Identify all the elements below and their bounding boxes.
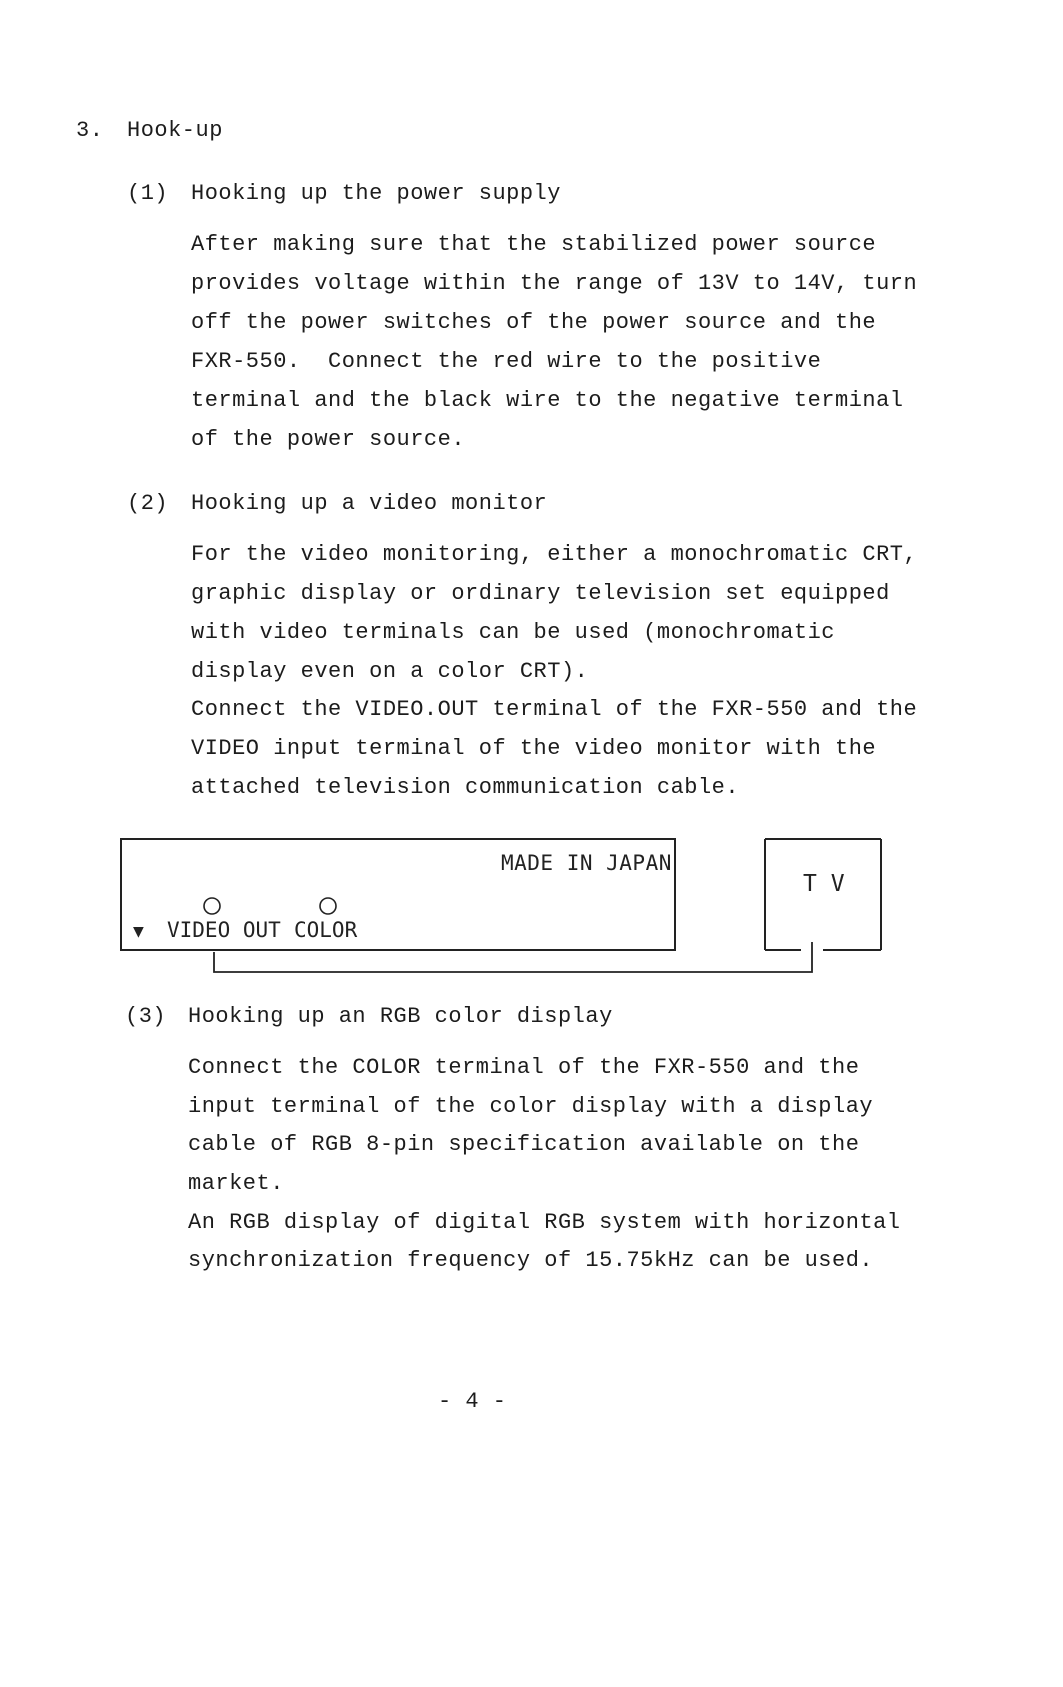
tv-label: T V	[803, 871, 845, 897]
paragraph-line: attached television communication cable.	[191, 775, 740, 800]
arrow-down-icon: ▼	[133, 921, 144, 942]
paragraph-line: An RGB display of digital RGB system with horizontal	[188, 1210, 901, 1235]
paragraph-line: terminal and the black wire to the negative terminal	[191, 388, 904, 413]
paragraph-line: with video terminals can be used (monochromatic	[191, 620, 836, 645]
paragraph-line: of the power source.	[191, 427, 466, 452]
paragraph-line: graphic display or ordinary television set equipped	[191, 581, 890, 606]
paragraph-line: display even on a color CRT).	[191, 659, 589, 684]
video-out-terminal	[204, 898, 220, 914]
page-number: - 4 -	[438, 1389, 507, 1414]
subsection-3-title: Hooking up an RGB color display	[188, 1004, 613, 1029]
video-out-label: VIDEO OUT	[167, 918, 281, 942]
paragraph-line: Connect the VIDEO.OUT terminal of the FXR-550 and the	[191, 697, 918, 722]
subsection-1-title: Hooking up the power supply	[191, 181, 561, 206]
paragraph-line: FXR-550. Connect the red wire to the positive	[191, 349, 822, 374]
paragraph-line: synchronization frequency of 15.75kHz can be used.	[188, 1248, 874, 1273]
subsection-2-title: Hooking up a video monitor	[191, 491, 548, 516]
paragraph-line: Connect the COLOR terminal of the FXR-550 and the	[188, 1055, 860, 1080]
color-terminal	[320, 898, 336, 914]
subsection-1-number: (1)	[127, 181, 169, 206]
section-title: Hook-up	[127, 118, 223, 143]
paragraph-line: off the power switches of the power source and the	[191, 310, 877, 335]
paragraph-line: VIDEO input terminal of the video monitor with the	[191, 736, 877, 761]
tv-communication-cable	[214, 942, 812, 972]
paragraph-line: cable of RGB 8-pin specification available on the	[188, 1132, 860, 1157]
subsection-2-number: (2)	[127, 491, 169, 516]
subsection-3-number: (3)	[125, 1004, 167, 1029]
section-number: 3.	[76, 118, 104, 143]
paragraph-line: After making sure that the stabilized power source	[191, 232, 877, 257]
made-in-japan-label: MADE IN JAPAN	[501, 851, 672, 875]
paragraph-line: input terminal of the color display with a display	[188, 1094, 874, 1119]
rear-panel-box	[121, 839, 675, 950]
paragraph-line: For the video monitoring, either a monochromatic CRT,	[191, 542, 918, 567]
color-label: COLOR	[294, 918, 358, 942]
paragraph-line: provides voltage within the range of 13V to 14V, turn	[191, 271, 918, 296]
paragraph-line: market.	[188, 1171, 284, 1196]
